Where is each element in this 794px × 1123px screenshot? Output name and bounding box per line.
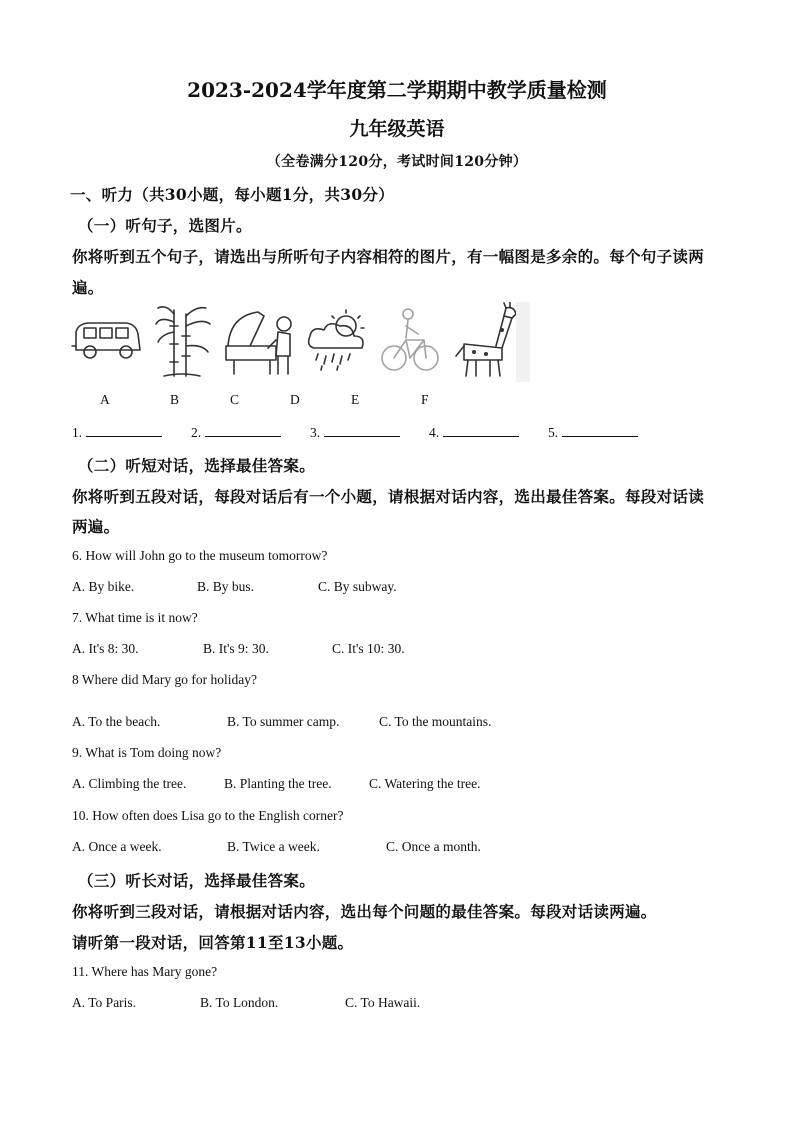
picture-letter: D (290, 392, 300, 407)
part2-instruction-line2: 两遍。 (72, 517, 120, 536)
option-a[interactable]: A. To the beach. (72, 714, 161, 729)
question-text: 6. How will John go to the museum tomorrow? (72, 548, 328, 563)
question-text: 9. What is Tom doing now? (72, 745, 222, 760)
piano-icon (220, 306, 300, 378)
question-text: 8 Where did Mary go for holiday? (72, 672, 257, 687)
answer-blank[interactable]: 3. (310, 424, 400, 441)
part2-heading: （二）听短对话，选择最佳答案。 (78, 456, 316, 475)
option-c[interactable]: C. Once a month. (386, 839, 481, 854)
bamboo-icon (152, 302, 214, 378)
picture-letter: F (421, 392, 429, 407)
option-c[interactable]: C. Watering the tree. (369, 776, 481, 791)
answer-blank[interactable]: 1. (72, 424, 162, 441)
part1-instruction-line2: 遍。 (72, 278, 104, 297)
question-text: 7. What time is it now? (72, 610, 198, 625)
car-icon (70, 310, 144, 366)
question-text: 11. Where has Mary gone? (72, 964, 218, 979)
picture-letter: B (170, 392, 180, 407)
exam-subtitle: 九年级英语 (349, 118, 445, 140)
option-b[interactable]: B. To summer camp. (227, 714, 340, 729)
part1-heading: （一）听句子，选图片。 (78, 216, 252, 235)
section-heading: 一、听力（共30小题，每小题1分，共30分） (70, 185, 395, 204)
option-c[interactable]: C. To Hawaii. (345, 995, 421, 1010)
option-a[interactable]: A. Climbing the tree. (72, 776, 187, 791)
option-c[interactable]: C. By subway. (318, 579, 397, 594)
option-b[interactable]: B. It's 9: 30. (203, 641, 269, 656)
option-b[interactable]: B. To London. (200, 995, 279, 1010)
exam-title: 2023-2024学年度第二学期期中教学质量检测 (187, 78, 607, 102)
part3-sub-instruction: 请听第一段对话，回答第11至13小题。 (72, 933, 354, 952)
part3-heading: （三）听长对话，选择最佳答案。 (78, 871, 316, 890)
part3-instruction: 你将听到三段对话，请根据对话内容，选出每个问题的最佳答案。每段对话读两遍。 (72, 902, 657, 921)
picture-letter: A (100, 392, 110, 407)
exam-note: （全卷满分120分，考试时间120分钟） (266, 154, 528, 170)
picture-edge (516, 302, 530, 382)
answer-blank[interactable]: 2. (191, 424, 281, 441)
cloud-rain-icon (304, 308, 374, 374)
option-a[interactable]: A. By bike. (72, 579, 135, 594)
picture-letter: C (230, 392, 240, 407)
picture-letter: E (351, 392, 360, 407)
option-c[interactable]: C. To the mountains. (379, 714, 492, 729)
option-a[interactable]: A. Once a week. (72, 839, 162, 854)
answer-blank[interactable]: 4. (429, 424, 519, 441)
picture-row (70, 302, 530, 384)
option-c[interactable]: C. It's 10: 30. (332, 641, 405, 656)
answer-blank[interactable]: 5. (548, 424, 638, 441)
part2-instruction-line1: 你将听到五段对话，每段对话后有一个小题，请根据对话内容，选出最佳答案。每段对话读 (72, 487, 705, 506)
giraffe-icon (450, 302, 522, 382)
option-b[interactable]: B. Planting the tree. (224, 776, 332, 791)
option-a[interactable]: A. To Paris. (72, 995, 137, 1010)
option-b[interactable]: B. Twice a week. (227, 839, 320, 854)
question-text: 10. How often does Lisa go to the English corner? (72, 808, 344, 823)
option-b[interactable]: B. By bus. (197, 579, 255, 594)
part1-instruction-line1: 你将听到五个句子，请选出与所听句子内容相符的图片，有一幅图是多余的。每个句子读两 (72, 247, 705, 266)
bicycle-icon (378, 304, 440, 376)
option-a[interactable]: A. It's 8: 30. (72, 641, 139, 656)
